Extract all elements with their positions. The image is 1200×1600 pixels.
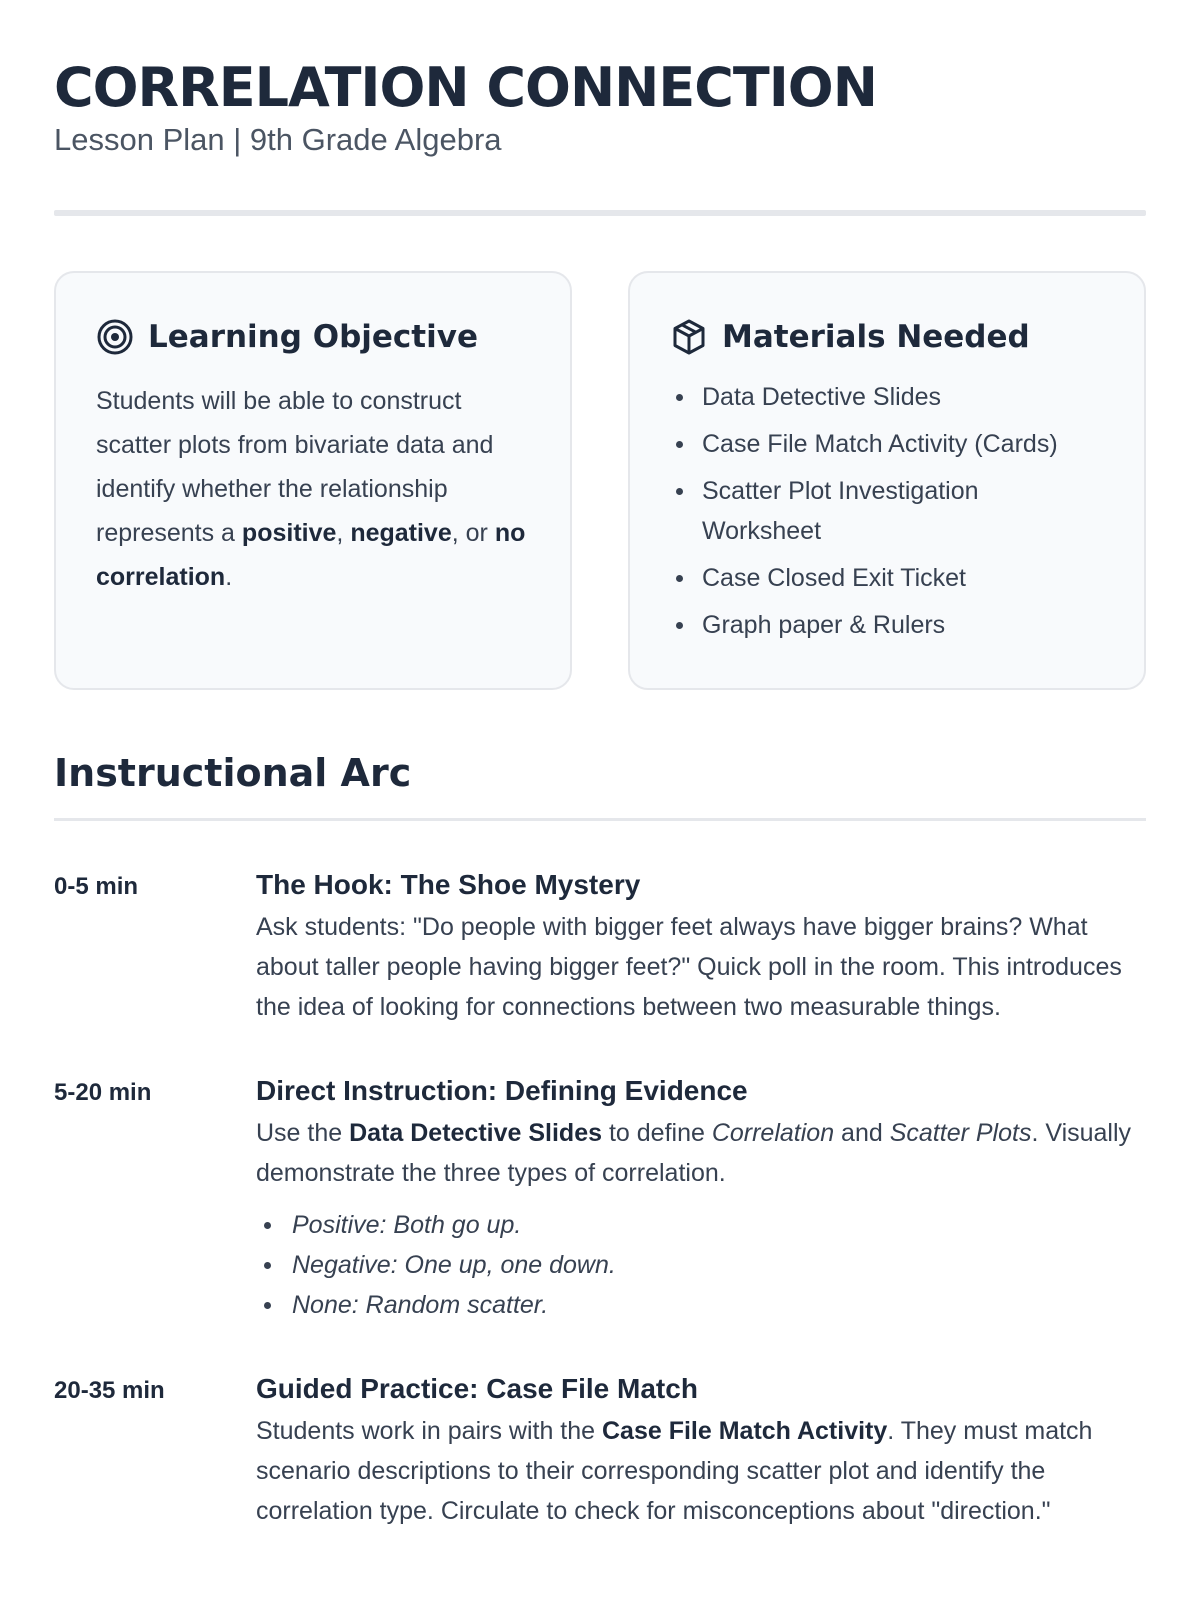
arc-step-body	[256, 1071, 1146, 1325]
objective-no-correlation: no correlation	[96, 519, 526, 591]
learning-objective-card	[54, 271, 572, 690]
arc-step	[54, 1071, 1146, 1325]
page-subtitle: Lesson Plan | 9th Grade Algebra	[54, 122, 502, 157]
arc-step-body	[256, 1369, 1146, 1531]
desc-bold: Case File Match Activity	[602, 1417, 888, 1445]
objective-positive: positive	[241, 519, 337, 547]
instructional-arc	[54, 865, 1146, 1531]
materials-item: Graph paper & Rulers	[670, 605, 1104, 645]
desc-part: to define	[602, 1119, 712, 1147]
correlation-type-item: Negative: One up, one down.	[256, 1245, 1146, 1285]
materials-title: Materials Needed	[722, 319, 1030, 355]
arc-step-body	[256, 865, 1146, 1027]
info-cards	[54, 271, 1146, 690]
materials-item: Scatter Plot Investigation Worksheet	[670, 471, 1104, 551]
desc-part: Use the	[256, 1119, 350, 1147]
box-icon	[670, 318, 708, 356]
arc-step-heading: The Hook: The Shoe Mystery	[256, 869, 641, 900]
desc-italic: Correlation	[711, 1119, 835, 1147]
desc-bold: Data Detective Slides	[349, 1119, 603, 1147]
correlation-type-item: None: Random scatter.	[256, 1285, 1146, 1325]
learning-objective-title: Learning Objective	[148, 319, 478, 355]
correlation-type-item: Positive: Both go up.	[256, 1205, 1146, 1245]
materials-item: Data Detective Slides	[670, 377, 1104, 417]
arc-step-time: 20-35 min	[54, 1377, 165, 1404]
desc-part: Students work in pairs with the	[256, 1417, 602, 1445]
desc-italic: Scatter Plots	[889, 1119, 1032, 1147]
materials-list	[670, 377, 1104, 645]
target-icon	[96, 318, 134, 356]
arc-step-description	[256, 1411, 1146, 1531]
correlation-types-list	[256, 1205, 1146, 1325]
arc-step	[54, 1369, 1146, 1531]
arc-step-time: 0-5 min	[54, 873, 139, 900]
arc-step-description: Ask students: "Do people with bigger feet always have bigger brains? What about taller people having bigger feet?" Quick poll in the room. This introduces the idea of looking for connections between two measurable things.	[256, 913, 1122, 1021]
desc-part: . They must match scenario descriptions to their corresponding scatter plot and identify the correlation type. Circulate to check for misconceptions about "direction."	[256, 1417, 1093, 1525]
arc-step-description	[256, 1113, 1146, 1193]
arc-step-heading: Direct Instruction: Defining Evidence	[256, 1075, 748, 1106]
objective-separator: , or	[451, 519, 495, 547]
desc-part: and	[834, 1119, 890, 1147]
objective-separator: ,	[336, 519, 351, 547]
materials-item: Case Closed Exit Ticket	[670, 558, 1104, 598]
materials-card	[628, 271, 1146, 690]
header-divider	[54, 210, 1146, 216]
objective-negative: negative	[350, 519, 452, 547]
arc-step-heading: Guided Practice: Case File Match	[256, 1373, 698, 1404]
learning-objective-text	[96, 379, 530, 599]
page-title: CORRELATION CONNECTION	[54, 56, 877, 119]
instructional-arc-title: Instructional Arc	[54, 751, 412, 795]
materials-item: Case File Match Activity (Cards)	[670, 424, 1104, 464]
learning-objective-header	[96, 317, 530, 357]
arc-step	[54, 865, 1146, 1027]
desc-part: . Visually demonstrate the three types of correlation.	[256, 1119, 1132, 1187]
section-divider	[54, 818, 1146, 821]
materials-header	[670, 317, 1104, 357]
arc-step-time: 5-20 min	[54, 1079, 152, 1106]
objective-end: .	[225, 563, 233, 591]
objective-text-part: Students will be able to construct scatter plots from bivariate data and identify whether the relationship represents a	[96, 387, 494, 547]
